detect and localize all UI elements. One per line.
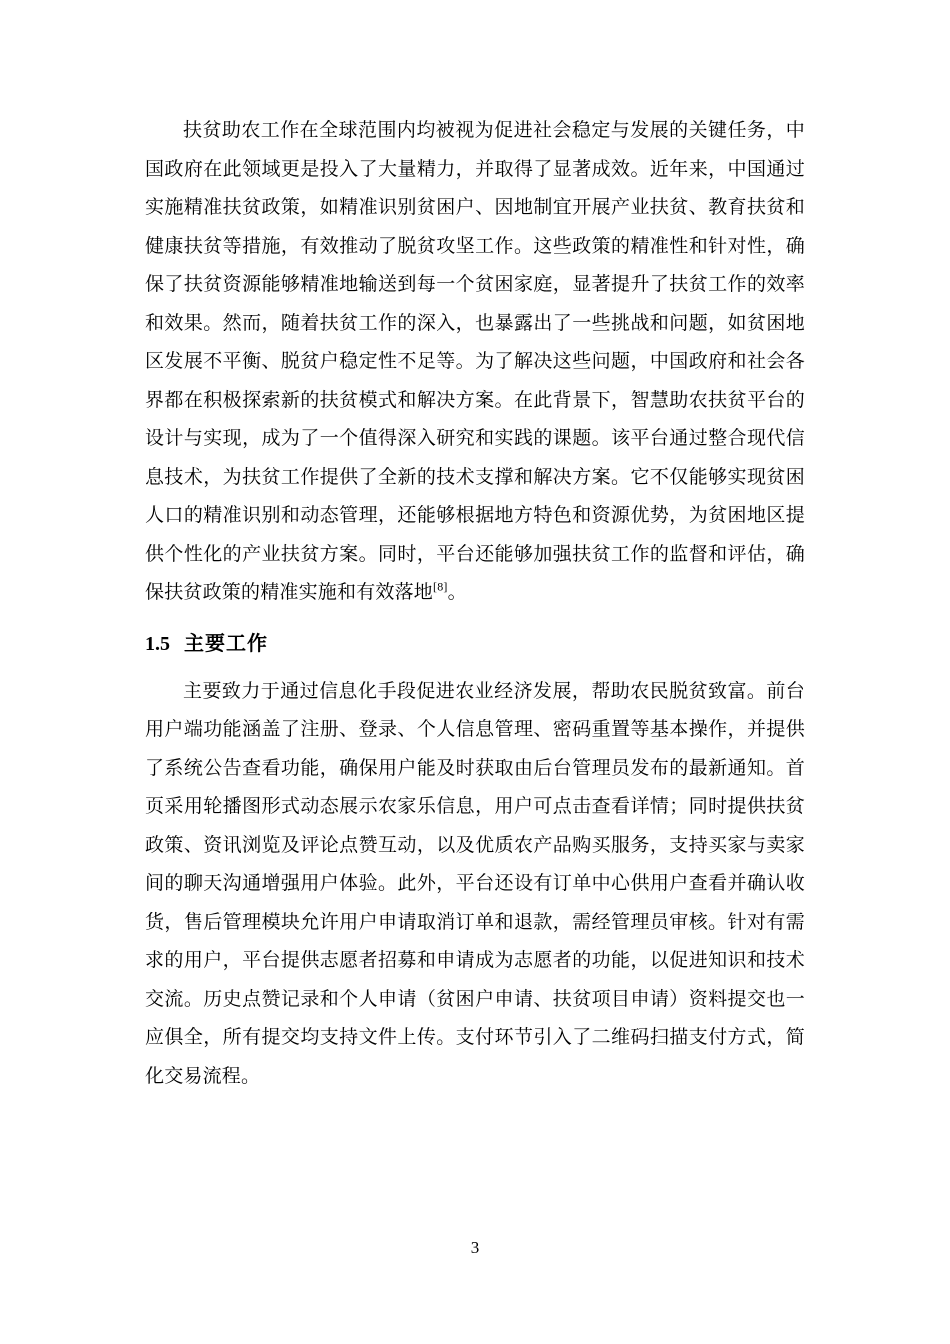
paragraph-intro-period: 。 (447, 582, 467, 603)
citation-ref-8: [8] (433, 579, 448, 594)
paragraph-intro (145, 112, 805, 613)
section-number: 1.5 (145, 632, 170, 655)
paragraph-main-work: 主要致力于通过信息化手段促进农业经济发展，帮助农民脱贫致富。前台用户端功能涵盖了注册、登录、个人信息管理、密码重置等基本操作，并提供了系统公告查看功能，确保用户能及时获取由后台管理员发布的最新通知。首页采用轮播图形式动态展示农家乐信息，用户可点击查看详情；同时提供扶贫政策、资讯浏览及评论点赞互动，以及优质农产品购买服务，支持买家与卖家间的聊天沟通增强用户体验。此外，平台还设有订单中心供用户查看并确认收货，售后管理模块允许用户申请取消订单和退款，需经管理员审核。针对有需求的用户，平台提供志愿者招募和申请成为志愿者的功能，以促进知识和技术交流。历史点赞记录和个人申请（贫困户申请、扶贫项目申请）资料提交也一应俱全，所有提交均支持文件上传。支付环节引入了二维码扫描支付方式，简化交易流程。 (145, 680, 805, 1087)
paragraph-intro-text: 扶贫助农工作在全球范围内均被视为促进社会稳定与发展的关键任务，中国政府在此领域更是投入了大量精力，并取得了显著成效。近年来，中国通过实施精准扶贫政策，如精准识别贫困户、因地制宜开展产业扶贫、教育扶贫和健康扶贫等措施，有效推动了脱贫攻坚工作。这些政策的精准性和针对性，确保了扶贫资源能够精准地输送到每一个贫困家庭，显著提升了扶贫工作的效率和效果。然而，随着扶贫工作的深入，也暴露出了一些挑战和问题，如贫困地区发展不平衡、脱贫户稳定性不足等。为了解决这些问题，中国政府和社会各界都在积极探索新的扶贫模式和解决方案。在此背景下，智慧助农扶贫平台的设计与实现，成为了一个值得深入研究和实践的课题。该平台通过整合现代信息技术，为扶贫工作提供了全新的技术支撑和解决方案。它不仅能够实现贫困人口的精准识别和动态管理，还能够根据地方特色和资源优势，为贫困地区提供个性化的产业扶贫方案。同时，平台还能够加强扶贫工作的监督和评估，确保扶贫政策的精准实施和有效落地 (145, 120, 805, 603)
page-number: 3 (470, 1238, 480, 1257)
section-heading (145, 629, 805, 659)
section-title: 主要工作 (184, 632, 268, 655)
page-content (145, 112, 805, 1096)
